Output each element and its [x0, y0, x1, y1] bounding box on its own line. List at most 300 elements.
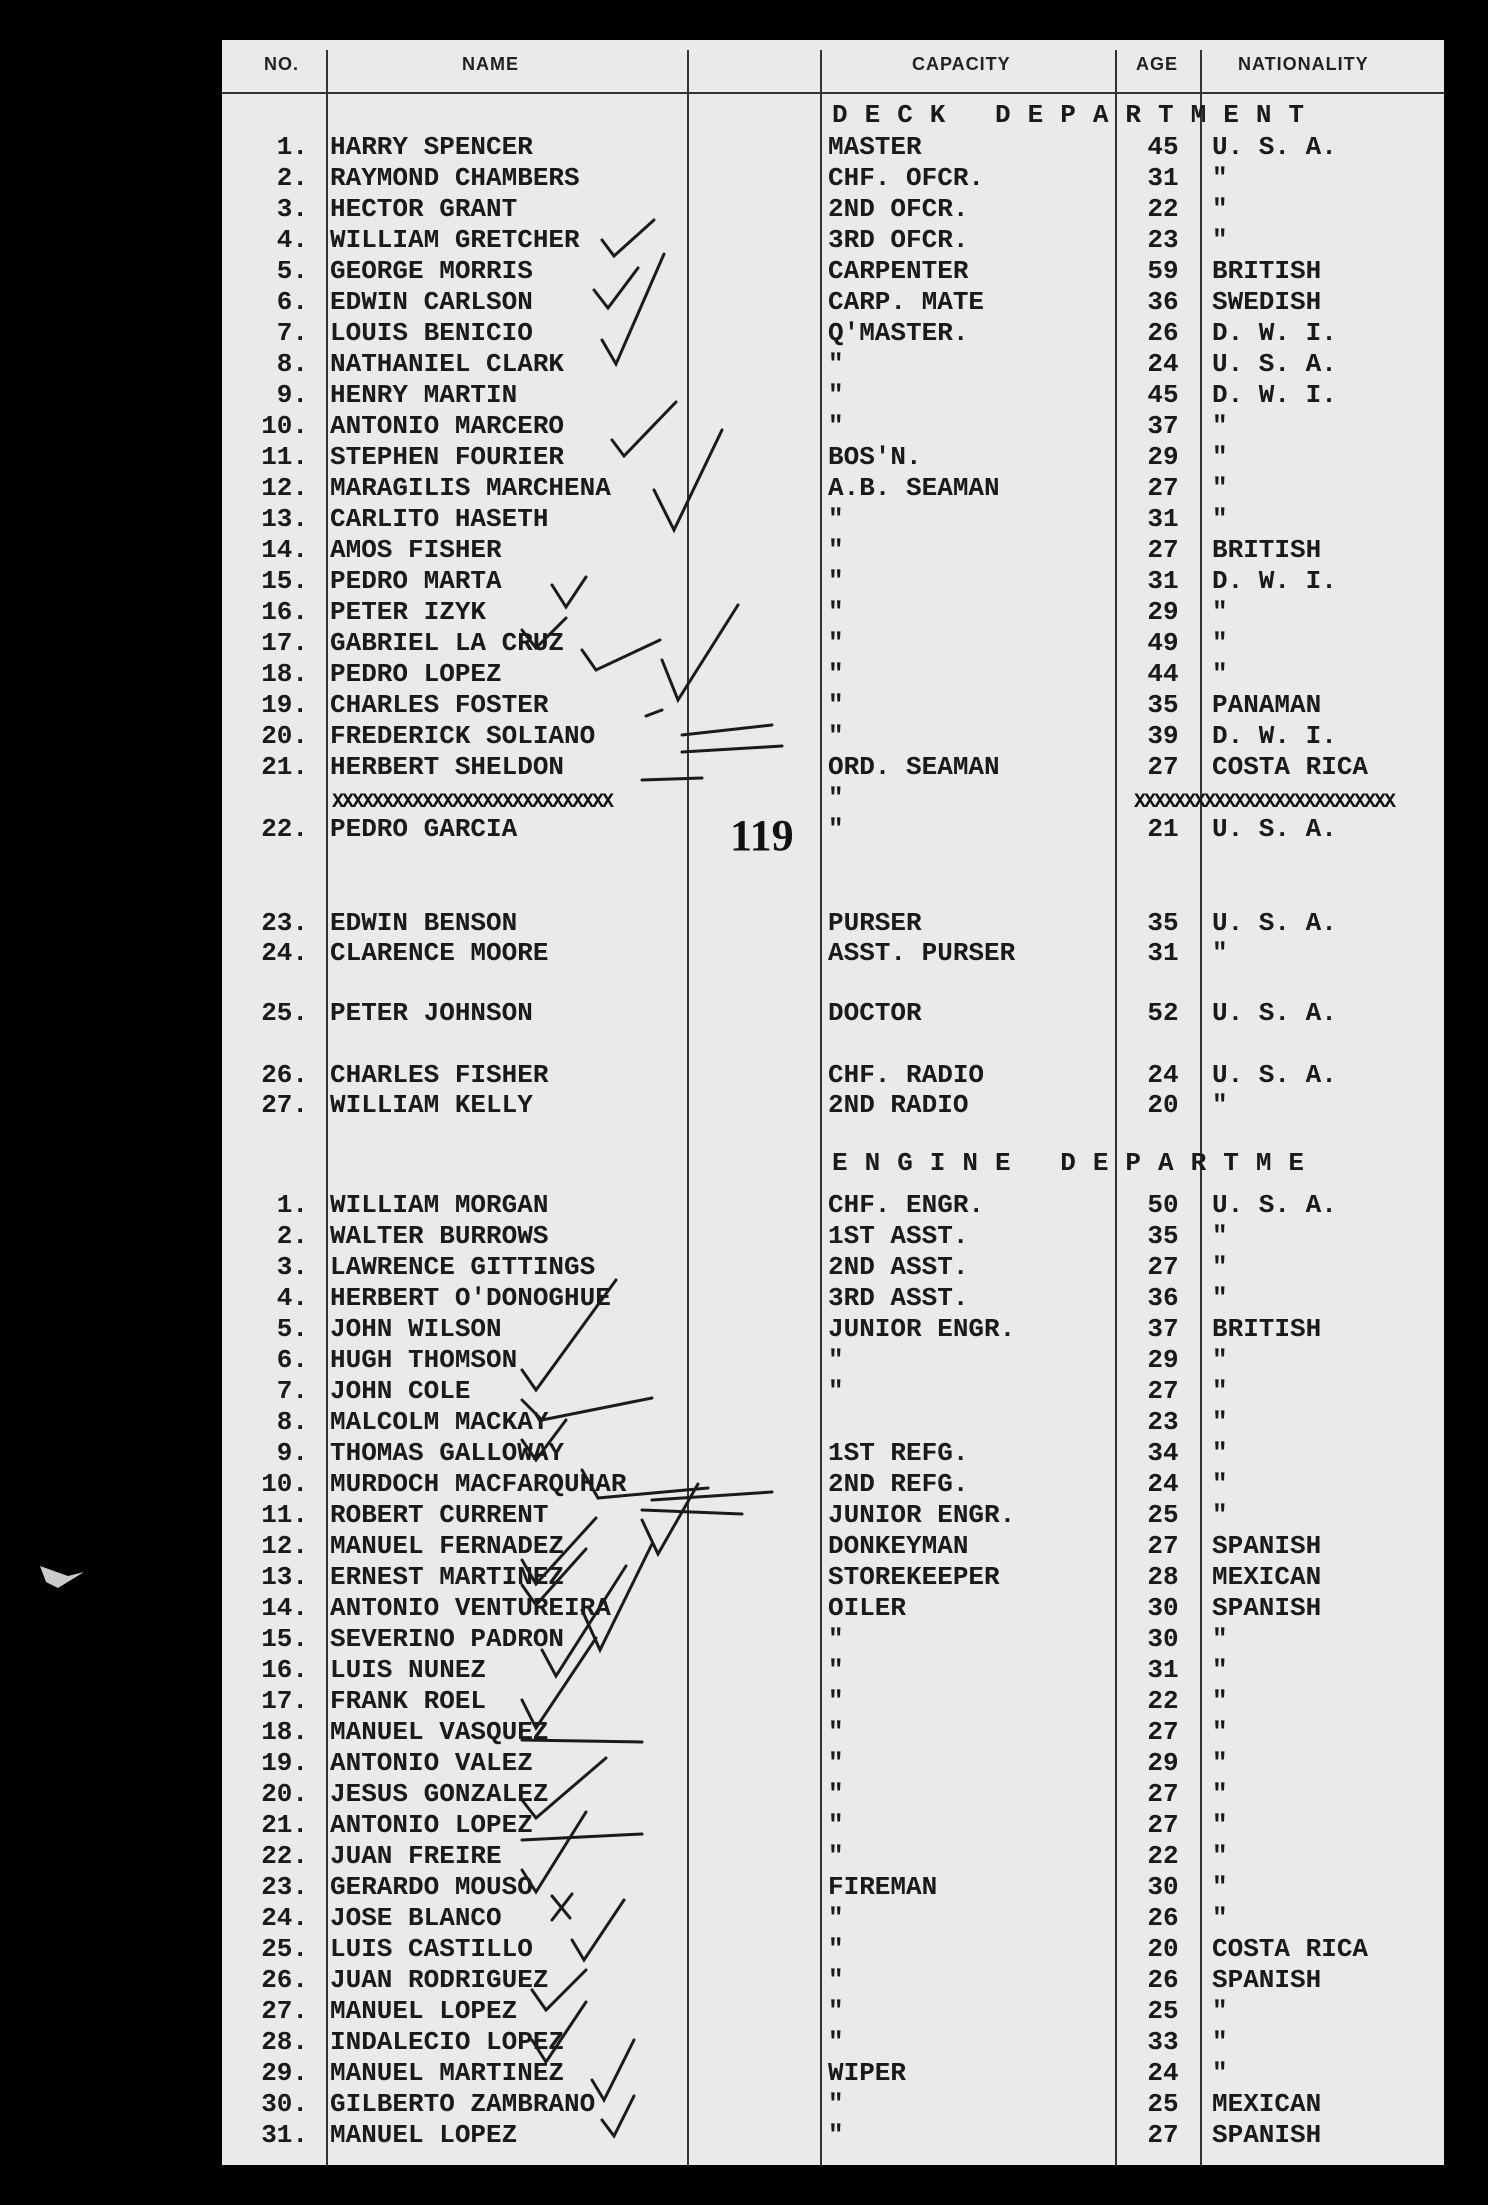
crew-nationality: " [1212, 1345, 1228, 1375]
crew-age: 44 [1147, 659, 1179, 689]
crew-age: 52 [1147, 998, 1179, 1028]
crew-capacity: A.B. SEAMAN [828, 473, 1000, 503]
crew-number: 13. [261, 504, 308, 534]
crew-nationality: " [1212, 597, 1228, 627]
crew-row [222, 938, 1444, 969]
crew-row [222, 163, 1444, 194]
crew-name: MANUEL LOPEZ [330, 2120, 518, 2150]
crew-capacity: 2ND OFCR. [828, 194, 969, 224]
crew-nationality: " [1212, 1686, 1228, 1716]
crew-number: 19. [261, 1748, 308, 1778]
crew-name: GEORGE MORRIS [330, 256, 533, 286]
crew-name: HERBERT SHELDON [330, 752, 565, 782]
crew-name: WILLIAM MORGAN [330, 1190, 549, 1220]
crew-row [222, 659, 1444, 690]
crew-nationality: U. S. A. [1212, 814, 1337, 844]
crew-age: 31 [1147, 1655, 1179, 1685]
crew-number: 11. [261, 1500, 308, 1530]
crew-nationality: " [1212, 194, 1228, 224]
crew-name: CHARLES FISHER [330, 1060, 549, 1090]
crew-number: 18. [261, 1717, 308, 1747]
crew-number: 6. [276, 1345, 308, 1375]
crew-number: 10. [261, 1469, 308, 1499]
crew-row [222, 349, 1444, 380]
crew-age: 22 [1147, 1841, 1179, 1871]
crew-number: 26. [261, 1965, 308, 1995]
crew-name: PEDRO MARTA [330, 566, 502, 596]
crew-nationality: " [1212, 442, 1228, 472]
crew-capacity: " [828, 597, 844, 627]
crew-number: 28. [261, 2027, 308, 2057]
crew-age: 36 [1147, 287, 1179, 317]
crew-capacity: " [828, 2120, 844, 2150]
crew-number: 14. [261, 1593, 308, 1623]
crew-row [222, 2120, 1444, 2151]
crew-nationality: U. S. A. [1212, 1190, 1337, 1220]
crew-age: 27 [1147, 473, 1179, 503]
crew-capacity: CARP. MATE [828, 287, 985, 317]
crew-row [222, 597, 1444, 628]
crew-capacity: " [828, 814, 844, 844]
crew-capacity: CHF. ENGR. [828, 1190, 985, 1220]
crew-age: 27 [1147, 535, 1179, 565]
crew-name: HECTOR GRANT [330, 194, 518, 224]
crew-name: ANTONIO LOPEZ [330, 1810, 533, 1840]
crew-capacity: 2ND REFG. [828, 1469, 969, 1499]
crew-capacity: " [828, 1934, 844, 1964]
crew-nationality: U. S. A. [1212, 132, 1337, 162]
crew-list-sheet [222, 40, 1444, 2165]
header-age: AGE [1136, 54, 1179, 74]
crew-row [222, 752, 1444, 783]
struck-out-age-nationality: XXXXXXXXXXXXXXXXXXXXXXXXXX [1134, 791, 1395, 809]
crew-number: 6. [276, 287, 308, 317]
crew-age: 30 [1147, 1593, 1179, 1623]
crew-name: HENRY MARTIN [330, 380, 518, 410]
crew-number: 14. [261, 535, 308, 565]
crew-age: 24 [1147, 1060, 1179, 1090]
crew-name: MANUEL FERNADEZ [330, 1531, 565, 1561]
crew-name: WILLIAM KELLY [330, 1090, 533, 1120]
crew-nationality: " [1212, 1438, 1228, 1468]
crew-age: 31 [1147, 163, 1179, 193]
crew-capacity: 2ND RADIO [828, 1090, 969, 1120]
crew-capacity: " [828, 1810, 844, 1840]
crew-number: 9. [276, 1438, 308, 1468]
crew-age: 23 [1147, 1407, 1179, 1437]
crew-nationality: SPANISH [1212, 2120, 1322, 2150]
crew-capacity: WIPER [828, 2058, 907, 2088]
crew-name: STEPHEN FOURIER [330, 442, 565, 472]
crew-number: 11. [261, 442, 308, 472]
crew-name: WILLIAM GRETCHER [330, 225, 580, 255]
crew-name: LOUIS BENICIO [330, 318, 533, 348]
crew-nationality: " [1212, 1376, 1228, 1406]
header-no: NO. [264, 54, 300, 74]
crew-capacity: " [828, 1717, 844, 1747]
crew-number: 15. [261, 566, 308, 596]
crew-number: 4. [276, 1283, 308, 1313]
crew-row [222, 690, 1444, 721]
crew-nationality: U. S. A. [1212, 1060, 1337, 1090]
crew-row [222, 1407, 1444, 1438]
crew-nationality: " [1212, 938, 1228, 968]
crew-number: 12. [261, 1531, 308, 1561]
crew-age: 29 [1147, 442, 1179, 472]
crew-number: 19. [261, 690, 308, 720]
crew-nationality: D. W. I. [1212, 566, 1337, 596]
crew-capacity: " [828, 1779, 844, 1809]
crew-nationality: U. S. A. [1212, 349, 1337, 379]
crew-row [222, 1438, 1444, 1469]
header-capacity: CAPACITY [912, 54, 1011, 74]
crew-capacity: DONKEYMAN [828, 1531, 969, 1561]
crew-row [222, 1469, 1444, 1500]
crew-name: LUIS NUNEZ [330, 1655, 487, 1685]
crew-row [222, 1593, 1444, 1624]
crew-nationality: " [1212, 2058, 1228, 2088]
crew-number: 5. [276, 256, 308, 286]
crew-capacity: " [828, 1624, 844, 1654]
crew-number: 8. [276, 349, 308, 379]
crew-row [222, 783, 1444, 814]
crew-age: 45 [1147, 380, 1179, 410]
crew-capacity: " [828, 566, 844, 596]
crew-age: 59 [1147, 256, 1179, 286]
crew-number: 24. [261, 1903, 308, 1933]
crew-age: 20 [1147, 1090, 1179, 1120]
crew-age: 33 [1147, 2027, 1179, 2057]
crew-row [222, 628, 1444, 659]
crew-nationality: " [1212, 1996, 1228, 2026]
crew-age: 27 [1147, 1531, 1179, 1561]
crew-capacity: " [828, 721, 844, 751]
crew-capacity: ASST. PURSER [828, 938, 1016, 968]
crew-row [222, 1748, 1444, 1779]
crew-capacity: 3RD OFCR. [828, 225, 969, 255]
crew-age: 31 [1147, 938, 1179, 968]
crew-capacity: " [828, 535, 844, 565]
crew-row [222, 1717, 1444, 1748]
crew-age: 37 [1147, 411, 1179, 441]
crew-row [222, 256, 1444, 287]
crew-row [222, 566, 1444, 597]
crew-capacity: " [828, 1655, 844, 1685]
crew-row [222, 1376, 1444, 1407]
crew-nationality: " [1212, 1655, 1228, 1685]
crew-nationality: " [1212, 504, 1228, 534]
crew-name: ROBERT CURRENT [330, 1500, 549, 1530]
crew-nationality: " [1212, 1090, 1228, 1120]
crew-capacity: " [828, 783, 844, 813]
crew-capacity: " [828, 504, 844, 534]
crew-age: 35 [1147, 1221, 1179, 1251]
crew-row [222, 225, 1444, 256]
crew-row [222, 1500, 1444, 1531]
crew-age: 22 [1147, 1686, 1179, 1716]
crew-row [222, 1624, 1444, 1655]
crew-age: 27 [1147, 1252, 1179, 1282]
crew-name: JOHN WILSON [330, 1314, 502, 1344]
crew-age: 27 [1147, 2120, 1179, 2150]
crew-nationality: BRITISH [1212, 535, 1322, 565]
crew-number: 7. [276, 1376, 308, 1406]
crew-number: 4. [276, 225, 308, 255]
crew-age: 22 [1147, 194, 1179, 224]
crew-row [222, 1934, 1444, 1965]
crew-age: 24 [1147, 1469, 1179, 1499]
crew-capacity: CARPENTER [828, 256, 969, 286]
crew-name: CLARENCE MOORE [330, 938, 549, 968]
crew-nationality: " [1212, 1748, 1228, 1778]
crew-age: 35 [1147, 908, 1179, 938]
crew-nationality: " [1212, 1841, 1228, 1871]
crew-number: 18. [261, 659, 308, 689]
crew-age: 27 [1147, 1779, 1179, 1809]
crew-nationality: MEXICAN [1212, 2089, 1322, 2119]
crew-number: 2. [276, 1221, 308, 1251]
crew-number: 1. [276, 132, 308, 162]
crew-nationality: PANAMAN [1212, 690, 1322, 720]
header-nationality: NATIONALITY [1238, 54, 1369, 74]
crew-row [222, 1810, 1444, 1841]
crew-number: 26. [261, 1060, 308, 1090]
crew-capacity: DOCTOR [828, 998, 922, 1028]
crew-age: 31 [1147, 566, 1179, 596]
crew-name: JOHN COLE [330, 1376, 471, 1406]
crew-capacity: 2ND ASST. [828, 1252, 969, 1282]
header-rule [222, 92, 1444, 94]
crew-number: 22. [261, 1841, 308, 1871]
crew-age: 26 [1147, 1965, 1179, 1995]
crew-nationality: COSTA RICA [1212, 1934, 1369, 1964]
crew-age: 29 [1147, 597, 1179, 627]
crew-age: 24 [1147, 349, 1179, 379]
crew-nationality: SPANISH [1212, 1593, 1322, 1623]
crew-number: 23. [261, 1872, 308, 1902]
crew-age: 21 [1147, 814, 1179, 844]
crew-name: MARAGILIS MARCHENA [330, 473, 611, 503]
crew-row [222, 1345, 1444, 1376]
crew-age: 27 [1147, 1717, 1179, 1747]
crew-number: 2. [276, 163, 308, 193]
crew-name: HARRY SPENCER [330, 132, 533, 162]
crew-name: MURDOCH MACFARQUHAR [330, 1469, 627, 1499]
crew-row [222, 1996, 1444, 2027]
crew-capacity: FIREMAN [828, 1872, 938, 1902]
crew-age: 30 [1147, 1624, 1179, 1654]
crew-name: CHARLES FOSTER [330, 690, 549, 720]
crew-age: 28 [1147, 1562, 1179, 1592]
crew-capacity: " [828, 1996, 844, 2026]
engine-department-heading: ENGINE DEPARTME [832, 1148, 1322, 1178]
crew-nationality: D. W. I. [1212, 318, 1337, 348]
crew-row [222, 1655, 1444, 1686]
crew-nationality: " [1212, 1221, 1228, 1251]
crew-name: JOSE BLANCO [330, 1903, 502, 1933]
crew-name: THOMAS GALLOWAY [330, 1438, 565, 1468]
crew-number: 23. [261, 908, 308, 938]
crew-row [222, 442, 1444, 473]
crew-number: 1. [276, 1190, 308, 1220]
crew-age: 30 [1147, 1872, 1179, 1902]
deck-department-heading: DECK DEPARTMENT [832, 100, 1322, 130]
crew-name: WALTER BURROWS [330, 1221, 549, 1251]
crew-nationality: " [1212, 1252, 1228, 1282]
crew-name: LUIS CASTILLO [330, 1934, 533, 1964]
crew-age: 31 [1147, 504, 1179, 534]
crew-capacity: OILER [828, 1593, 907, 1623]
crew-row [222, 473, 1444, 504]
crew-nationality: D. W. I. [1212, 380, 1337, 410]
crew-nationality: " [1212, 1810, 1228, 1840]
crew-name: GABRIEL LA CRUZ [330, 628, 565, 658]
crew-number: 12. [261, 473, 308, 503]
crew-age: 27 [1147, 1810, 1179, 1840]
crew-name: GERARDO MOUSO [330, 1872, 533, 1902]
crew-row [222, 194, 1444, 225]
crew-nationality: " [1212, 473, 1228, 503]
crew-number: 24. [261, 938, 308, 968]
crew-nationality: " [1212, 628, 1228, 658]
crew-capacity: " [828, 1841, 844, 1871]
crew-row [222, 1841, 1444, 1872]
crew-name: PEDRO LOPEZ [330, 659, 502, 689]
crew-nationality: MEXICAN [1212, 1562, 1322, 1592]
crew-nationality: SPANISH [1212, 1965, 1322, 1995]
crew-number: 3. [276, 194, 308, 224]
crew-row [222, 1221, 1444, 1252]
crew-capacity: BOS'N. [828, 442, 922, 472]
crew-age: 37 [1147, 1314, 1179, 1344]
crew-number: 8. [276, 1407, 308, 1437]
crew-row [222, 1872, 1444, 1903]
crew-nationality: " [1212, 163, 1228, 193]
crew-row [222, 380, 1444, 411]
crew-name: PETER IZYK [330, 597, 487, 627]
crew-number: 3. [276, 1252, 308, 1282]
crew-age: 50 [1147, 1190, 1179, 1220]
crew-number: 31. [261, 2120, 308, 2150]
crew-nationality: " [1212, 1407, 1228, 1437]
crew-capacity: ORD. SEAMAN [828, 752, 1000, 782]
crew-name: EDWIN BENSON [330, 908, 518, 938]
crew-row [222, 1686, 1444, 1717]
crew-nationality: " [1212, 659, 1228, 689]
crew-capacity: " [828, 1345, 844, 1375]
crew-number: 27. [261, 1996, 308, 2026]
crew-row [222, 1779, 1444, 1810]
crew-row [222, 1060, 1444, 1091]
crew-capacity: 1ST ASST. [828, 1221, 969, 1251]
crew-age: 34 [1147, 1438, 1179, 1468]
struck-out-name: XXXXXXXXXXXXXXXXXXXXXXXXXXXX [332, 791, 613, 809]
crew-nationality: U. S. A. [1212, 908, 1337, 938]
crew-number: 16. [261, 1655, 308, 1685]
crew-number: 20. [261, 721, 308, 751]
crew-row [222, 1190, 1444, 1221]
crew-number: 10. [261, 411, 308, 441]
crew-nationality: COSTA RICA [1212, 752, 1369, 782]
crew-name: PEDRO GARCIA [330, 814, 518, 844]
crew-number: 5. [276, 1314, 308, 1344]
crew-number: 13. [261, 1562, 308, 1592]
crew-name: FRANK ROEL [330, 1686, 487, 1716]
crew-capacity: MASTER [828, 132, 922, 162]
crew-nationality: SWEDISH [1212, 287, 1322, 317]
crew-nationality: " [1212, 225, 1228, 255]
crew-age: 26 [1147, 318, 1179, 348]
crew-age: 45 [1147, 132, 1179, 162]
crew-nationality: " [1212, 1283, 1228, 1313]
crew-number: 22. [261, 814, 308, 844]
crew-name: ERNEST MARTINEZ [330, 1562, 565, 1592]
crew-name: RAYMOND CHAMBERS [330, 163, 580, 193]
crew-age: 25 [1147, 1500, 1179, 1530]
crew-name: INDALECIO LOPEZ [330, 2027, 565, 2057]
crew-name: HERBERT O'DONOGHUE [330, 1283, 611, 1313]
crew-row [222, 535, 1444, 566]
crew-capacity: " [828, 1686, 844, 1716]
crew-name: FREDERICK SOLIANO [330, 721, 596, 751]
crew-capacity: " [828, 1748, 844, 1778]
crew-nationality: BRITISH [1212, 256, 1322, 286]
crew-nationality: " [1212, 411, 1228, 441]
crew-capacity: PURSER [828, 908, 922, 938]
crew-nationality: " [1212, 1717, 1228, 1747]
crew-name: NATHANIEL CLARK [330, 349, 565, 379]
crew-age: 20 [1147, 1934, 1179, 1964]
crew-number: 21. [261, 752, 308, 782]
crew-row [222, 721, 1444, 752]
crew-number: 15. [261, 1624, 308, 1654]
crew-row [222, 287, 1444, 318]
page-number-stamp: 119 [730, 811, 794, 860]
crew-age: 27 [1147, 752, 1179, 782]
crew-name: CARLITO HASETH [330, 504, 549, 534]
crew-name: MANUEL MARTINEZ [330, 2058, 565, 2088]
crew-name: EDWIN CARLSON [330, 287, 533, 317]
crew-row [222, 1252, 1444, 1283]
crew-capacity: 1ST REFG. [828, 1438, 969, 1468]
crew-name: MANUEL LOPEZ [330, 1996, 518, 2026]
crew-age: 35 [1147, 690, 1179, 720]
crew-nationality: D. W. I. [1212, 721, 1337, 751]
crew-age: 25 [1147, 1996, 1179, 2026]
crew-number: 9. [276, 380, 308, 410]
crew-row [222, 908, 1444, 939]
crew-nationality: " [1212, 2027, 1228, 2057]
crew-row [222, 2058, 1444, 2089]
crew-number: 27. [261, 1090, 308, 1120]
crew-name: LAWRENCE GITTINGS [330, 1252, 596, 1282]
crew-name: JUAN FREIRE [330, 1841, 502, 1871]
crew-row [222, 1314, 1444, 1345]
crew-nationality: " [1212, 1469, 1228, 1499]
crew-row [222, 1562, 1444, 1593]
crew-row [222, 411, 1444, 442]
crew-capacity: CHF. OFCR. [828, 163, 985, 193]
crew-name: GILBERTO ZAMBRANO [330, 2089, 596, 2119]
crew-row [222, 814, 1444, 845]
paper-scrap-mark [38, 1562, 86, 1590]
crew-number: 20. [261, 1779, 308, 1809]
crew-name: JESUS GONZALEZ [330, 1779, 549, 1809]
crew-row [222, 2089, 1444, 2120]
crew-age: 26 [1147, 1903, 1179, 1933]
crew-capacity: " [828, 628, 844, 658]
crew-age: 39 [1147, 721, 1179, 751]
